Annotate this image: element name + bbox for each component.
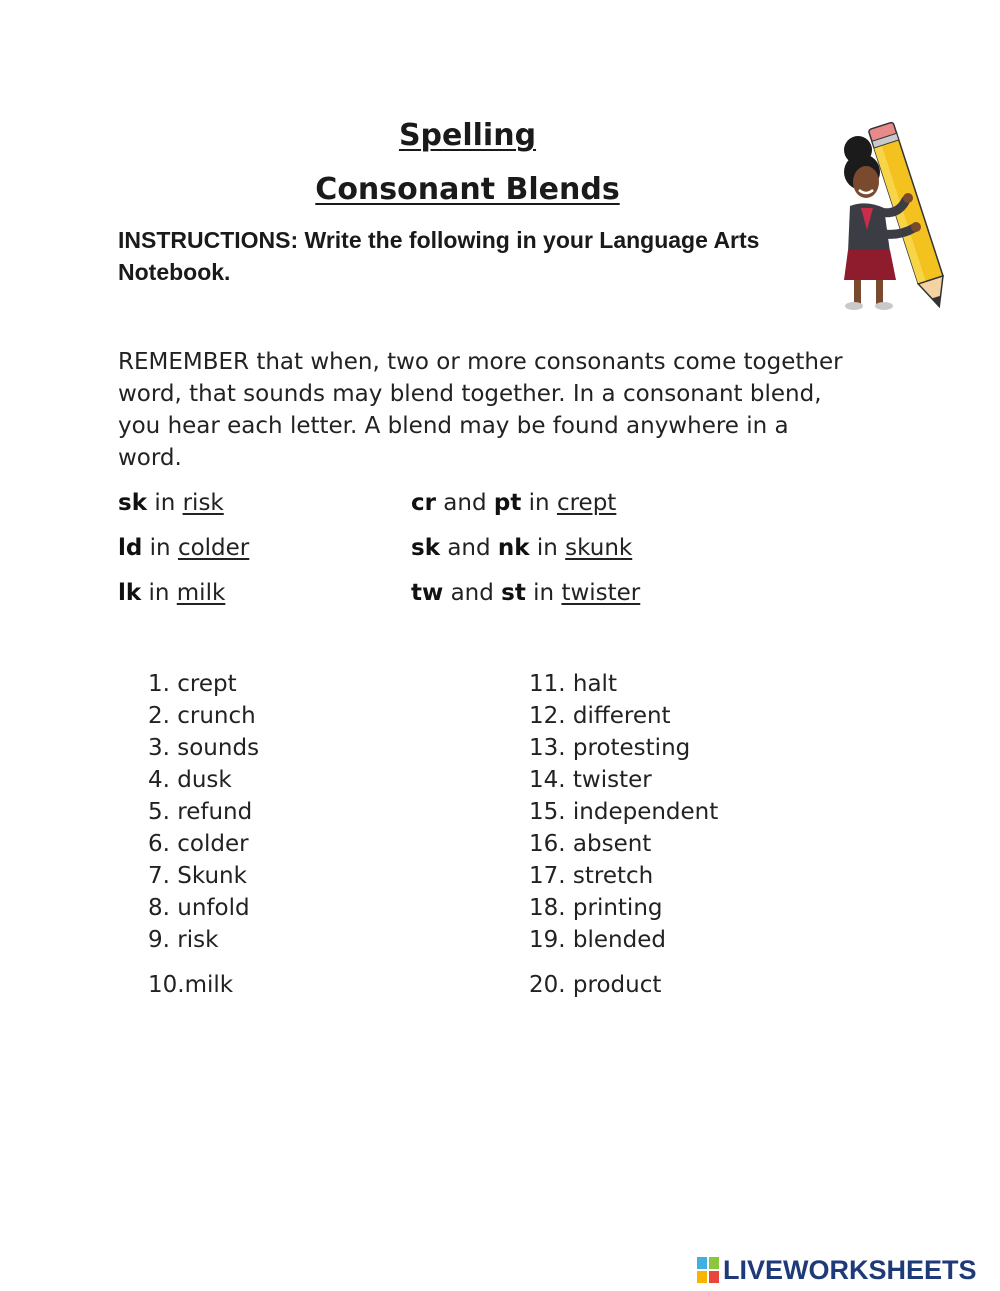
list-item: 12. different: [529, 703, 671, 729]
list-item: 11. halt: [529, 671, 617, 697]
list-item: 14. twister: [529, 767, 652, 793]
list-item: 3. sounds: [148, 735, 260, 761]
blend-example: cr and pt in crept: [411, 490, 617, 516]
list-item: 6. colder: [148, 831, 249, 857]
liveworksheets-logo-icon: [697, 1257, 719, 1283]
list-item: 5. refund: [148, 799, 253, 825]
blend-example: sk in risk: [118, 490, 224, 516]
instructions-text: INSTRUCTIONS: Write the following in your Language Arts Notebook.: [118, 227, 760, 285]
blend-example: ld in colder: [118, 535, 250, 561]
list-item: 13. protesting: [529, 735, 691, 761]
page-title: Spelling: [398, 118, 537, 153]
list-item: 19. blended: [529, 927, 666, 953]
list-item: 15. independent: [529, 799, 719, 825]
list-item: 18. printing: [529, 895, 663, 921]
remember-paragraph: REMEMBER that when, two or more consonants come together word, that sounds may blend together. In a consonant blend, you hear each letter. A blend may be found anywhere in a word.: [118, 349, 843, 471]
list-item: 4. dusk: [148, 767, 232, 793]
list-item: 2. crunch: [148, 703, 256, 729]
list-item: 8. unfold: [148, 895, 250, 921]
list-item: 17. stretch: [529, 863, 654, 889]
logo-text: LIVEWORKSHEETS: [723, 1254, 977, 1285]
teacher-with-pencil-icon: [828, 120, 958, 320]
list-item: 20. product: [529, 972, 662, 998]
list-item: 10.milk: [148, 972, 234, 998]
blend-example: lk in milk: [118, 580, 226, 606]
blend-example: tw and st in twister: [411, 580, 641, 606]
liveworksheets-logo[interactable]: [697, 1252, 977, 1288]
list-item: 16. absent: [529, 831, 652, 857]
list-item: 1. crept: [148, 671, 237, 697]
blend-example: sk and nk in skunk: [411, 535, 633, 561]
page-subtitle: Consonant Blends: [315, 172, 620, 207]
list-item: 7. Skunk: [148, 863, 247, 889]
list-item: 9. risk: [148, 927, 219, 953]
